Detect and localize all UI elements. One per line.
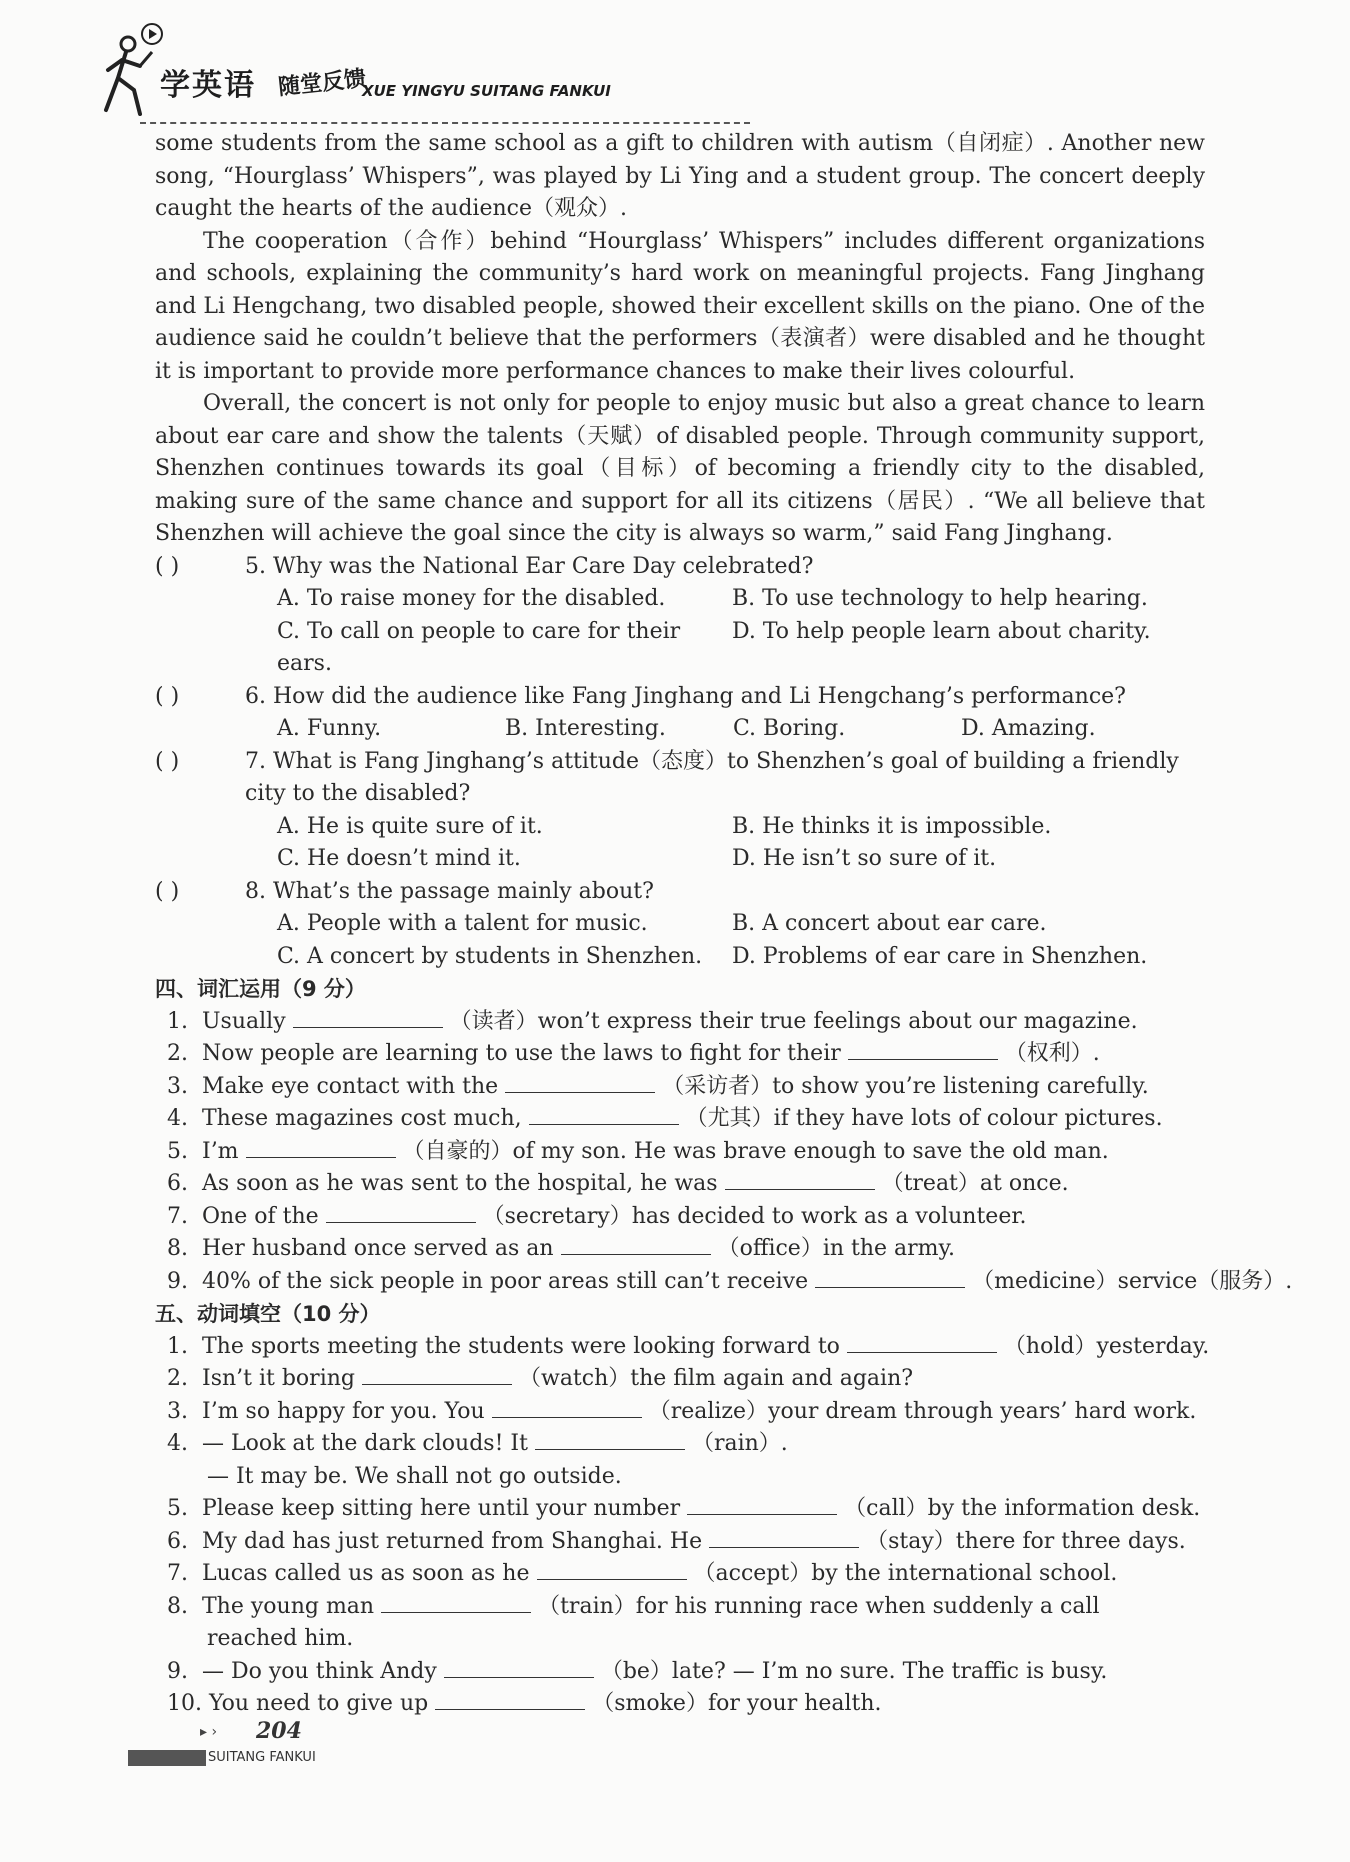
answer-bracket[interactable]: ( ) bbox=[155, 553, 180, 579]
item-number: 5. bbox=[167, 1496, 188, 1521]
answer-blank[interactable] bbox=[326, 1202, 476, 1223]
fill-item-continuation bbox=[167, 1623, 1205, 1656]
option: A. Funny. bbox=[277, 716, 382, 741]
fill-item bbox=[167, 1201, 1205, 1234]
item-text: （office）in the army. bbox=[717, 1236, 956, 1261]
item-number: 2. bbox=[167, 1366, 188, 1391]
item-text: The young man bbox=[202, 1593, 375, 1619]
item-text: （call）by the information desk. bbox=[844, 1496, 1201, 1521]
fill-item bbox=[167, 1363, 1205, 1396]
option: C. A concert by students in Shenzhen. bbox=[277, 943, 703, 969]
item-text: I’m bbox=[202, 1138, 239, 1164]
answer-blank[interactable] bbox=[725, 1169, 875, 1190]
item-text: （smoke）for your health. bbox=[592, 1691, 882, 1716]
header-title-cn: 学英语 bbox=[160, 68, 256, 103]
option: B. To use technology to help hearing. bbox=[732, 586, 1148, 611]
item-text: One of the bbox=[202, 1203, 319, 1229]
option-list bbox=[277, 811, 1205, 876]
fill-item bbox=[167, 1428, 1205, 1461]
item-text: Now people are learning to use the laws to fight for their bbox=[202, 1041, 841, 1066]
item-text: （rain）. bbox=[691, 1431, 788, 1456]
answer-blank[interactable] bbox=[381, 1592, 531, 1613]
fill-item bbox=[167, 1233, 1205, 1266]
item-number: 7. bbox=[167, 1203, 188, 1229]
option-list bbox=[277, 583, 1205, 681]
item-text: My dad has just returned from Shanghai. He bbox=[202, 1528, 703, 1554]
answer-blank[interactable] bbox=[444, 1657, 594, 1678]
fill-item bbox=[167, 1266, 1293, 1299]
item-text: Her husband once served as an bbox=[202, 1236, 554, 1261]
fill-item bbox=[167, 1071, 1205, 1104]
fill-item bbox=[167, 1331, 1210, 1364]
option: D. He isn’t so sure of it. bbox=[732, 846, 997, 871]
item-number: 9. bbox=[167, 1268, 188, 1294]
item-text: 40% of the sick people in poor areas still can’t receive bbox=[202, 1268, 809, 1294]
option: A. To raise money for the disabled. bbox=[277, 586, 666, 611]
item-text: Lucas called us as soon as he bbox=[202, 1561, 530, 1586]
fill-item bbox=[167, 1526, 1205, 1559]
item-text: I’m so happy for you. You bbox=[202, 1398, 485, 1424]
item-number: 4. bbox=[167, 1106, 188, 1131]
item-number: 1. bbox=[167, 1008, 188, 1034]
item-text: （采访者）to show you’re listening carefully. bbox=[662, 1073, 1149, 1099]
item-text: （medicine）service（服务）. bbox=[972, 1268, 1293, 1294]
section-title-verbs: 五、动词填空（10 分） bbox=[155, 1302, 381, 1326]
answer-blank[interactable] bbox=[492, 1397, 642, 1418]
question-6 bbox=[155, 681, 1205, 746]
item-text: — Look at the dark clouds! It bbox=[202, 1431, 528, 1456]
question-stem: 7. What is Fang Jinghang’s attitude（态度）to Shenzhen’s goal of building a friendly city to the disabled? bbox=[245, 748, 1179, 806]
item-text: Please keep sitting here until your number bbox=[202, 1496, 681, 1521]
item-text: Isn’t it boring bbox=[202, 1366, 355, 1391]
item-number: 6. bbox=[167, 1528, 188, 1554]
option: C. To call on people to care for their ears. bbox=[277, 618, 681, 676]
item-number: 3. bbox=[167, 1398, 188, 1424]
fill-item bbox=[167, 1656, 1205, 1689]
question-5 bbox=[155, 551, 1205, 681]
answer-blank[interactable] bbox=[535, 1429, 685, 1450]
page-header bbox=[100, 22, 660, 122]
play-icon bbox=[140, 22, 164, 46]
item-number: 9. bbox=[167, 1658, 188, 1684]
vocabulary-list bbox=[155, 1006, 1293, 1299]
answer-blank[interactable] bbox=[505, 1072, 655, 1093]
answer-blank[interactable] bbox=[293, 1007, 443, 1028]
item-text: Make eye contact with the bbox=[202, 1073, 499, 1099]
answer-bracket[interactable]: ( ) bbox=[155, 878, 180, 904]
item-text: （读者）won’t express their true feelings about our magazine. bbox=[449, 1008, 1138, 1034]
item-text: （realize）your dream through years’ hard work. bbox=[648, 1398, 1197, 1424]
header-title-en: XUE YINGYU SUITANG FANKUI bbox=[362, 82, 611, 100]
passage-paragraph: Overall, the concert is not only for people to enjoy music but also a great chance to learn about ear care and show the talents（天赋）of disabled people. Through community support, Shenzhen continues towards its goal（目标）of becoming a friendly city to the disabled, making sure of the same chance and support for all its citizens（居民）. “We all believe that Shenzhen will achieve the goal since the city is always so warm,” said Fang Jinghang. bbox=[155, 391, 1205, 546]
item-text: — Do you think Andy bbox=[202, 1658, 437, 1684]
fill-item bbox=[167, 1136, 1205, 1169]
item-text: （train）for his running race when suddenly a call bbox=[538, 1593, 1100, 1619]
item-number: 2. bbox=[167, 1041, 188, 1066]
option-list bbox=[277, 713, 1205, 746]
option: C. He doesn’t mind it. bbox=[277, 846, 521, 871]
item-text: （secretary）has decided to work as a volunteer. bbox=[482, 1203, 1027, 1229]
option: B. Interesting. bbox=[505, 716, 666, 741]
answer-blank[interactable] bbox=[537, 1559, 687, 1580]
arrow-icon: ▸ › bbox=[200, 1724, 218, 1740]
option: B. He thinks it is impossible. bbox=[732, 813, 1052, 839]
brand-logo-icon bbox=[128, 1750, 206, 1766]
answer-blank[interactable] bbox=[687, 1494, 837, 1515]
answer-blank[interactable] bbox=[709, 1527, 859, 1548]
answer-blank[interactable] bbox=[362, 1364, 512, 1385]
item-number: 4. bbox=[167, 1431, 188, 1456]
item-text: As soon as he was sent to the hospital, he was bbox=[202, 1171, 718, 1196]
fill-item bbox=[167, 1006, 1205, 1039]
answer-blank[interactable] bbox=[435, 1689, 585, 1710]
fill-item-continuation bbox=[167, 1461, 1205, 1494]
option: D. Problems of ear care in Shenzhen. bbox=[732, 943, 1148, 969]
footer-brand: SUITANG FANKUI bbox=[208, 1750, 316, 1765]
answer-blank[interactable] bbox=[847, 1332, 997, 1353]
fill-item bbox=[167, 1038, 1205, 1071]
answer-blank[interactable] bbox=[848, 1039, 998, 1060]
option: D. Amazing. bbox=[961, 716, 1096, 741]
item-text: （watch）the film again and again? bbox=[518, 1366, 914, 1391]
item-number: 8. bbox=[167, 1236, 188, 1261]
item-number: 1. bbox=[167, 1333, 188, 1359]
fill-item bbox=[167, 1396, 1205, 1429]
item-text: （stay）there for three days. bbox=[866, 1528, 1186, 1554]
item-number: 10. bbox=[167, 1691, 202, 1716]
item-number: 5. bbox=[167, 1138, 188, 1164]
item-text: These magazines cost much, bbox=[202, 1106, 522, 1131]
answer-bracket[interactable]: ( ) bbox=[155, 683, 180, 709]
answer-blank[interactable] bbox=[529, 1104, 679, 1125]
fill-item bbox=[167, 1591, 1205, 1624]
question-7 bbox=[155, 746, 1205, 876]
item-text: You need to give up bbox=[209, 1691, 429, 1716]
main-content bbox=[155, 128, 1293, 1721]
option: A. He is quite sure of it. bbox=[277, 813, 543, 839]
answer-bracket[interactable]: ( ) bbox=[155, 748, 180, 774]
item-text: Usually bbox=[202, 1008, 286, 1034]
option-list bbox=[277, 908, 1205, 973]
item-text: The sports meeting the students were looking forward to bbox=[202, 1333, 840, 1359]
item-number: 7. bbox=[167, 1561, 188, 1586]
option: A. People with a talent for music. bbox=[277, 911, 648, 936]
question-8 bbox=[155, 876, 1205, 974]
fill-item bbox=[167, 1103, 1205, 1136]
item-text: reached him. bbox=[207, 1626, 354, 1651]
verb-fill-list bbox=[155, 1331, 1210, 1721]
item-text: （treat）at once. bbox=[881, 1171, 1069, 1196]
item-text: （权利）. bbox=[1004, 1041, 1100, 1066]
item-text: — It may be. We shall not go outside. bbox=[207, 1463, 622, 1489]
item-text: （hold）yesterday. bbox=[1003, 1333, 1210, 1359]
header-divider bbox=[140, 122, 750, 124]
item-number: 8. bbox=[167, 1593, 188, 1619]
item-text: （尤其）if they have lots of colour pictures. bbox=[685, 1106, 1163, 1131]
answer-blank[interactable] bbox=[561, 1234, 711, 1255]
passage-paragraph: some students from the same school as a gift to children with autism（自闭症）. Another new song, “Hourglass’ Whispers”, was played by Li Ying and a student group. The concert deeply caught the hearts of the audience（观众）. bbox=[155, 131, 1205, 221]
option: B. A concert about ear care. bbox=[732, 911, 1047, 936]
answer-blank[interactable] bbox=[246, 1137, 396, 1158]
option: C. Boring. bbox=[733, 716, 846, 741]
fill-item bbox=[167, 1168, 1205, 1201]
page-footer bbox=[128, 1716, 428, 1776]
item-number: 3. bbox=[167, 1073, 188, 1099]
answer-blank[interactable] bbox=[815, 1267, 965, 1288]
question-stem: 5. Why was the National Ear Care Day celebrated? bbox=[245, 553, 814, 579]
question-stem: 8. What’s the passage mainly about? bbox=[245, 878, 654, 904]
section-title-vocabulary: 四、词汇运用（9 分） bbox=[155, 977, 366, 1001]
item-number: 6. bbox=[167, 1171, 188, 1196]
option: D. To help people learn about charity. bbox=[732, 618, 1151, 644]
item-text: （自豪的）of my son. He was brave enough to save the old man. bbox=[402, 1138, 1109, 1164]
fill-item bbox=[167, 1493, 1205, 1526]
page-number: 204 bbox=[256, 1718, 302, 1744]
item-text: （accept）by the international school. bbox=[693, 1561, 1118, 1586]
fill-item bbox=[167, 1558, 1205, 1591]
passage-paragraph: The cooperation（合作）behind “Hourglass’ Whispers” includes different organizations and schools, explaining the community’s hard work on meaningful projects. Fang Jinghang and Li Hengchang, two disabled people, showed their excellent skills on the piano. One of the audience said he couldn’t believe that the performers（表演者）were disabled and he thought it is important to provide more performance chances to make their lives colourful. bbox=[155, 228, 1205, 384]
question-stem: 6. How did the audience like Fang Jinghang and Li Hengchang’s performance? bbox=[245, 683, 1126, 709]
header-title-cn2: 随堂反馈 bbox=[277, 66, 368, 101]
item-text: （be）late? — I’m no sure. The traffic is busy. bbox=[600, 1658, 1108, 1684]
